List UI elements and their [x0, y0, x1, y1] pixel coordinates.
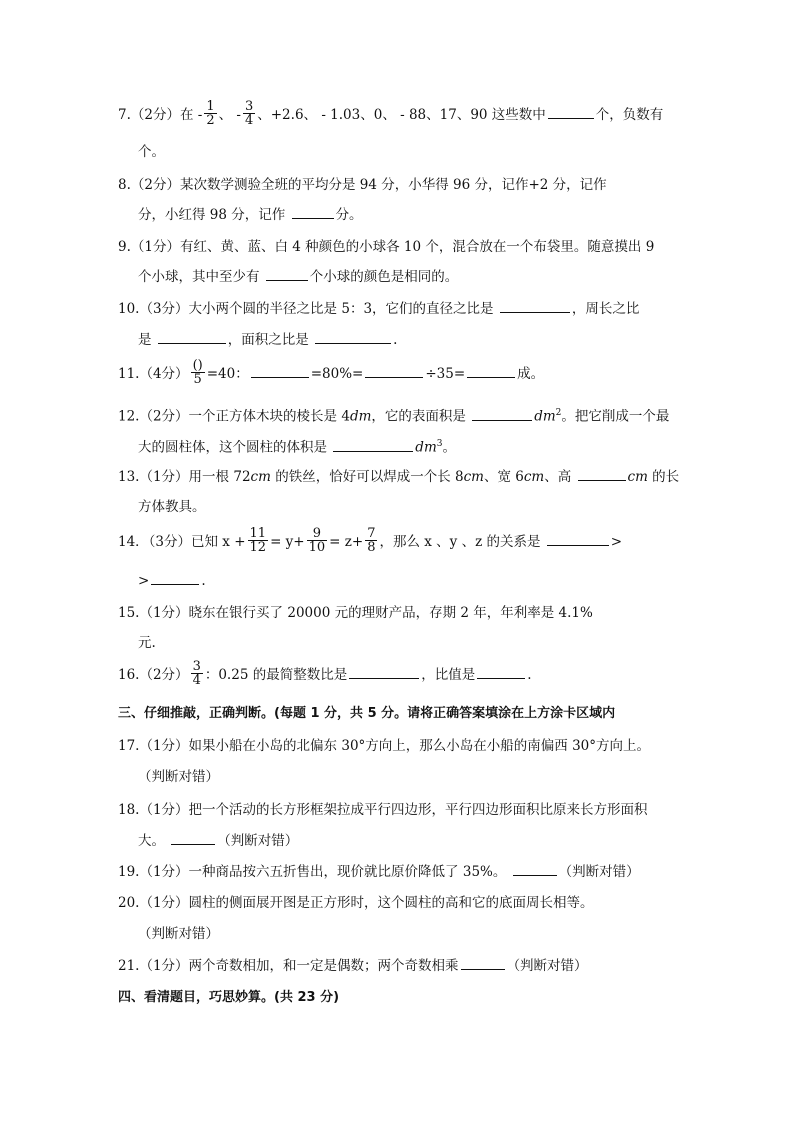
question-19: 19.（1分）一种商品按六五折售出，现价就比原价降低了 35%。 （判断对错） [118, 857, 678, 888]
question-16: 16.（2分） $\frac{3}{4}$ ：0.25 的最简整数比是 ，比值是 . [118, 659, 532, 688]
answer-blank[interactable] [477, 664, 525, 679]
fraction-9-10: $\frac{9}{10}$ [308, 526, 326, 555]
answer-blank[interactable] [151, 570, 199, 585]
answer-blank[interactable] [315, 329, 391, 344]
q8-line2: 分，小红得 98 分，记作 分。 [138, 200, 363, 231]
answer-blank[interactable] [251, 363, 309, 378]
answer-blank[interactable] [349, 664, 419, 679]
question-13: 13.（1分）用一根 72cm 的铁丝，恰好可以焊成一个长 8cm、宽 6cm、高 cm 的长 [118, 462, 678, 493]
question-7 [118, 100, 678, 131]
fraction-blank-5: $\frac{()}{5}$ [192, 358, 203, 387]
q7-mid: 个，负数有 [595, 107, 664, 123]
question-10: 10.（3分）大小两个圆的半径之比是 5：3，它们的直径之比是 ，周长之比 [118, 294, 678, 325]
q7-sep: 、 - [218, 107, 241, 123]
answer-blank[interactable] [547, 531, 609, 546]
fraction-3-4: $\frac{3}{4}$ [192, 659, 201, 688]
fraction-1-2: $\frac{1}{2}$ [206, 99, 215, 128]
question-14: 14．（3分）已知 x + $\frac{11}{12}$ = y+ $\frac{9}{10}$ = z+ $\frac{7}{8}$ ，那么 x 、y 、z 的关系是 > [118, 526, 623, 555]
fraction-3-4: $\frac{3}{4}$ [244, 99, 254, 128]
q13-line2: 方体教具。 [138, 499, 206, 515]
q7-line2: 个。 [138, 144, 165, 160]
q17-line2: （判断对错） [138, 769, 219, 785]
q14-line2: > . [138, 566, 206, 597]
q10-line2: 是 ，面积之比是 . [138, 325, 397, 356]
section-4-heading: 四、看清题目，巧思妙算。(共 23 分) [118, 990, 340, 1005]
answer-blank[interactable] [171, 830, 215, 845]
question-8: 8.（2分）某次数学测验全班的平均分是 94 分，小华得 96 分，记作+2 分，记作 [118, 177, 607, 193]
answer-blank[interactable] [467, 363, 515, 378]
q9-line2: 个小球，其中至少有 个小球的颜色是相同的。 [138, 262, 458, 293]
answer-blank[interactable] [333, 437, 413, 452]
question-9: 9.（1分）有红、黄、蓝、白 4 种颜色的小球各 10 个，混合放在一个布袋里。随意摸出 9 [118, 239, 655, 255]
answer-blank[interactable] [472, 406, 532, 421]
q15-line2: 元. [138, 635, 156, 651]
question-21: 21.（1分）两个奇数相加，和一定是偶数；两个奇数相乘 （判断对错） [118, 951, 678, 982]
question-12: 12.（2分）一个正方体木块的棱长是 4dm，它的表面积是 $dm^2$。把它削成一个最 [118, 398, 678, 433]
q7-prefix: 7.（2分）在 - [118, 107, 203, 123]
q18-line2: 大。 （判断对错） [138, 826, 298, 857]
answer-blank[interactable] [266, 266, 308, 281]
question-17: 17.（1分）如果小船在小岛的北偏东 30°方向上，那么小岛在小船的南偏西 30°方向上。 [118, 738, 650, 754]
question-15: 15.（1分）晓东在银行买了 20000 元的理财产品，存期 2 年，年利率是 4.1% [118, 605, 593, 621]
question-18: 18.（1分）把一个活动的长方形框架拉成平行四边形，平行四边形面积比原来长方形面积 [118, 802, 648, 818]
q12-line2: 大的圆柱体，这个圆柱的体积是 $dm^3$。 [138, 429, 456, 464]
q20-line2: （判断对错） [138, 926, 219, 942]
answer-blank[interactable] [578, 466, 626, 481]
question-20: 20.（1分）圆柱的侧面展开图是正方形时，这个圆柱的高和它的底面周长相等。 [118, 895, 594, 911]
q7-rest: 、+2.6、 - 1.03、0、 - 88、17、90 这些数中 [257, 107, 546, 123]
answer-blank[interactable] [461, 955, 505, 970]
answer-blank[interactable] [365, 363, 423, 378]
fraction-7-8: $\frac{7}{8}$ [367, 526, 376, 555]
answer-blank[interactable] [513, 861, 557, 876]
answer-blank[interactable] [500, 298, 570, 313]
section-3-heading: 三、仔细推敲，正确判断。(每题 1 分，共 5 分。请将正确答案填涂在上方涂卡区域内 [118, 706, 616, 721]
answer-blank[interactable] [548, 104, 594, 119]
answer-blank[interactable] [158, 329, 226, 344]
fraction-11-12: $\frac{11}{12}$ [249, 526, 267, 555]
question-11: 11.（4分） $\frac{()}{5}$ =40： =80%= ÷35= 成。 [118, 358, 545, 387]
answer-blank[interactable] [292, 204, 334, 219]
